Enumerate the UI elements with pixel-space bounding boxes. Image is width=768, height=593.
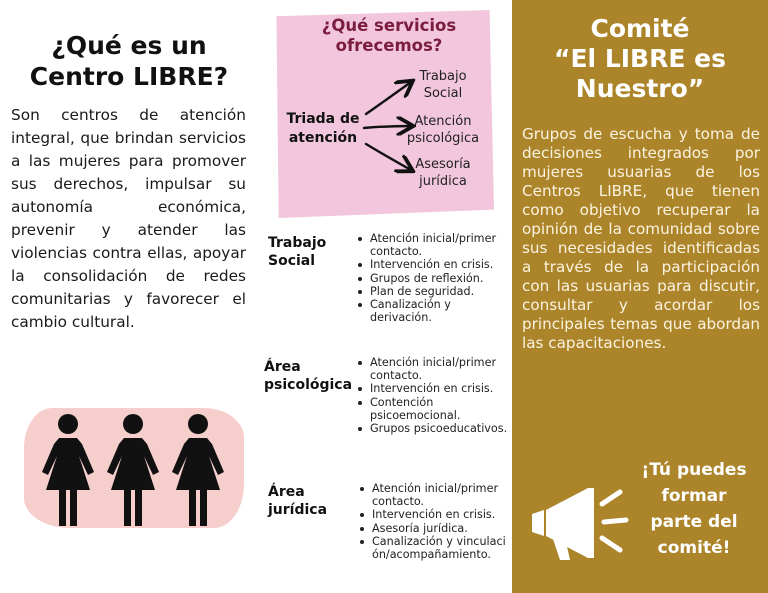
service-title-psych — [264, 358, 352, 394]
service-title-line: psicológica — [264, 377, 353, 393]
services-title-line: ¿Qué servicios — [321, 16, 457, 35]
list-item: Grupos psicoeducativos. — [356, 422, 508, 435]
list-item: Intervención en crisis. — [356, 382, 508, 395]
services-title-line: ofrecemos? — [335, 36, 443, 55]
join-committee-callout — [624, 457, 764, 561]
triad-item-line: Social — [423, 86, 463, 101]
left-title — [20, 30, 238, 92]
cta-line: ¡Tú puedes — [641, 460, 747, 480]
megaphone-icon — [526, 470, 632, 562]
service-title-line: Social — [268, 253, 316, 269]
left-panel — [0, 0, 258, 593]
triad-item-line: psicológica — [406, 131, 480, 146]
middle-panel — [258, 0, 512, 593]
left-description: Son centros de atención integral, que brindan servicios a las mujeres para promover sus derechos, impulsar su autonomía económica, prevenir y atender las violencias contra ellas, apoyar la consolidación de redes comunitarias y favorecer el cambio cultural. — [11, 106, 246, 331]
triad-item-legal — [406, 156, 480, 190]
triad-item-psych — [398, 113, 488, 147]
triad-item-line: jurídica — [419, 174, 467, 189]
service-title-social — [268, 234, 326, 270]
list-item: Intervención en crisis. — [358, 508, 510, 521]
cta-line: formar — [661, 486, 727, 506]
left-title-line: Centro LIBRE? — [29, 62, 229, 91]
committee-title-line: “El LIBRE es — [554, 44, 726, 73]
services-title — [294, 16, 484, 56]
list-item: Atención inicial/primer contacto. — [356, 232, 508, 258]
list-item: Grupos de reflexión. — [356, 272, 508, 285]
list-item: Canalización y derivación. — [356, 298, 508, 324]
service-list-legal — [358, 482, 510, 561]
triad-item-line: Trabajo — [419, 69, 467, 84]
cta-line: comité! — [657, 538, 731, 558]
list-item: Asesoría jurídica. — [358, 522, 510, 535]
service-list-psych — [356, 356, 508, 435]
left-title-line: ¿Qué es un — [51, 31, 207, 60]
list-item: Plan de seguridad. — [356, 285, 508, 298]
committee-title-line: Comité — [590, 14, 690, 43]
women-silhouettes-icon — [28, 412, 238, 530]
triad-item-line: Asesoría — [415, 157, 471, 172]
triad-label-line: atención — [288, 130, 358, 146]
cta-line: parte del — [650, 512, 738, 532]
service-list-social — [356, 232, 508, 324]
triad-label-line: Triada de — [286, 111, 360, 127]
triad-label — [278, 110, 368, 148]
committee-description: Grupos de escucha y toma de decisiones integrados por mujeres usuarias de los Centros LIBRE, que tienen como objetivo recuperar la opinión de la comunidad sobre sus necesidades identificadas a través de la participación con las usuarias para discutir, consultar y acordar los principales temas que abordan las capacitaciones. — [522, 125, 760, 352]
triad-item-line: Atención — [414, 114, 472, 129]
committee-title-line: Nuestro” — [575, 74, 705, 103]
service-title-line: Área — [268, 484, 305, 500]
list-item: Atención inicial/primer contacto. — [356, 356, 508, 382]
list-item: Atención inicial/primer contacto. — [358, 482, 510, 508]
service-title-legal — [268, 483, 327, 519]
list-item: Canalización y vinculación/acompañamiento. — [358, 535, 510, 561]
service-title-line: jurídica — [268, 502, 328, 518]
committee-title — [522, 14, 758, 104]
service-title-line: Área — [264, 359, 301, 375]
list-item: Contención psicoemocional. — [356, 396, 508, 422]
service-title-line: Trabajo — [268, 235, 327, 251]
list-item: Intervención en crisis. — [356, 258, 508, 271]
right-panel — [512, 0, 768, 593]
triad-item-social — [408, 68, 478, 102]
